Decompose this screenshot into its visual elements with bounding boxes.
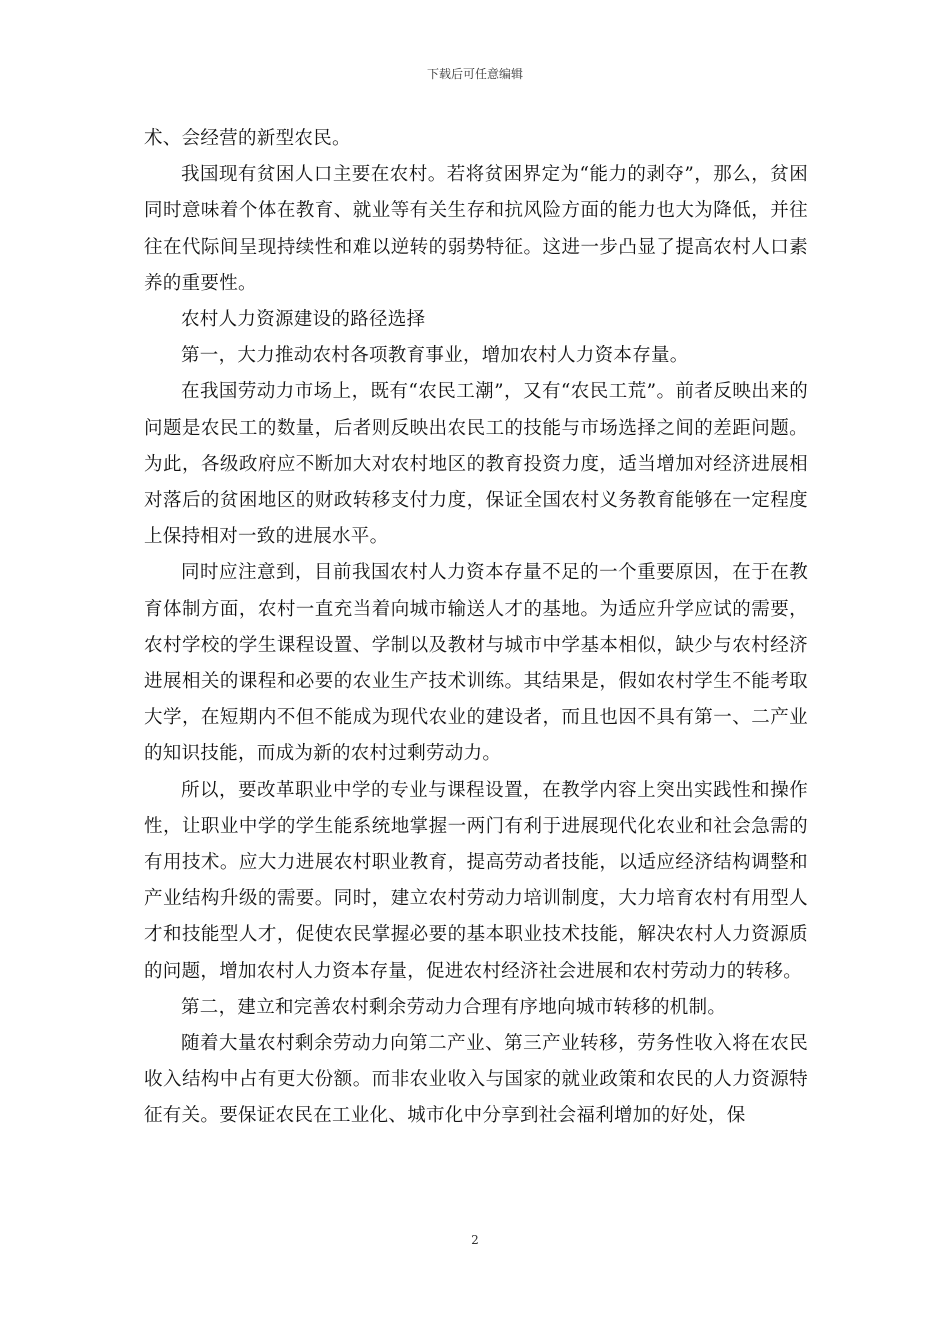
subsection-heading: 第一，大力推动农村各项教育事业，增加农村人力资本存量。 — [181, 345, 689, 367]
paragraph-continuation: 术、会经营的新型农民。 — [144, 128, 351, 149]
paragraph: 我国现有贫困人口主要在农村。若将贫困界定为“能力的剥夺”，那么，贫困同时意味着个体在教育、就业等有关生存和抗风险方面的能力也大为降低，并往往在代际间呈现持续性和难以逆转的弱势特征。这进一步凸显了提高农村人口素养的重要性。 — [144, 164, 808, 294]
page-header: 下载后可任意编辑 — [426, 67, 523, 81]
section-heading: 农村人力资源建设的路径选择 — [181, 309, 426, 331]
page-number: 2 — [471, 1233, 479, 1247]
subsection-heading: 第二，建立和完善农村剩余劳动力合理有序地向城市转移的机制。 — [181, 996, 727, 1018]
paragraph: 所以，要改革职业中学的专业与课程设置，在教学内容上突出实践性和操作性，让职业中学的学生能系统地掌握一两门有利于进展现代化农业和社会急需的有用技术。应大力进展农村职业教育，提高劳动者技能，以适应经济结构调整和产业结构升级的需要。同时，建立农村劳动力培训制度，大力培育农村有用型人才和技能型人才，促使农民掌握必要的基本职业技术技能，解决农村人力资源质的问题，增加农村人力资本存量，促进农村经济社会进展和农村劳动力的转移。 — [144, 779, 808, 982]
document-body — [144, 121, 808, 1135]
paragraph: 随着大量农村剩余劳动力向第二产业、第三产业转移，劳务性收入将在农民收入结构中占有更大份额。而非农业收入与国家的就业政策和农民的人力资源特征有关。要保证农民在工业化、城市化中分享到社会福利增加的好处，保 — [144, 1033, 808, 1127]
paragraph: 同时应注意到，目前我国农村人力资本存量不足的一个重要原因，在于在教育体制方面，农村一直充当着向城市输送人才的基地。为适应升学应试的需要，农村学校的学生课程设置、学制以及教材与城市中学基本相似，缺少与农村经济进展相关的课程和必要的农业生产技术训练。其结果是，假如农村学生不能考取大学，在短期内不但不能成为现代农业的建设者，而且也因不具有第一、二产业的知识技能，而成为新的农村过剩劳动力。 — [144, 562, 808, 765]
paragraph: 在我国劳动力市场上，既有“农民工潮”，又有“农民工荒”。前者反映出来的问题是农民工的数量，后者则反映出农民工的技能与市场选择之间的差距问题。为此，各级政府应不断加大对农村地区的教育投资力度，适当增加对经济进展相对落后的贫困地区的财政转移支付力度，保证全国农村义务教育能够在一定程度上保持相对一致的进展水平。 — [144, 381, 808, 548]
